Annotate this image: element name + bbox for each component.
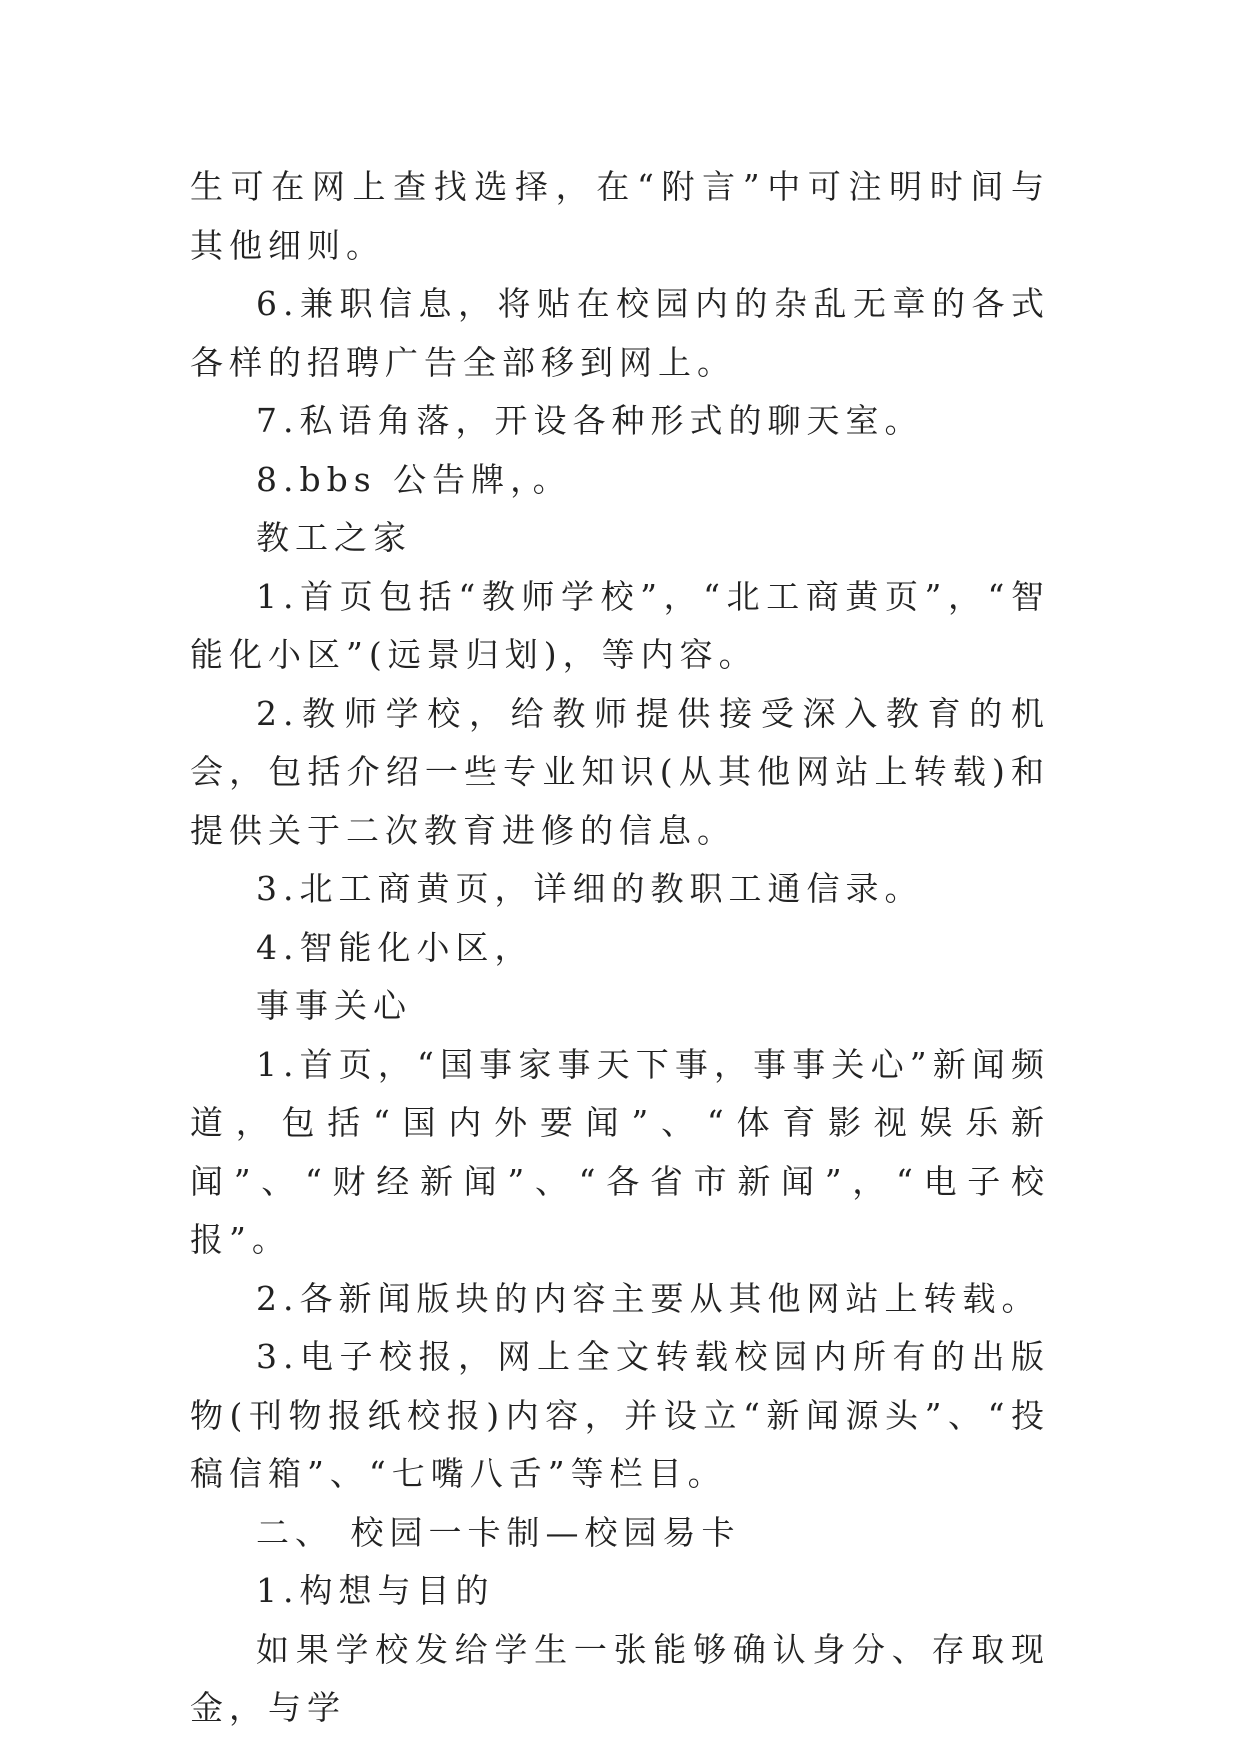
- subheading-concept-purpose: 1.构想与目的: [256, 1571, 495, 1610]
- paragraph-staff-2: 2.教师学校，给教师提供接受深入教育的机会，包括介绍一些专业知识(从其他网站上转载)和提供关于二次教育进修的信息。: [190, 693, 1050, 850]
- paragraph-news-1: 1.首页，“国事家事天下事，事事关心”新闻频道，包括“国内外要闻”、“体育影视娱乐新闻”、“财经新闻”、“各省市新闻”，“电子校报”。: [190, 1044, 1050, 1259]
- paragraph-item-7: 7.私语角落，开设各种形式的聊天室。: [256, 401, 924, 440]
- paragraph-staff-3: 3.北工商黄页，详细的教职工通信录。: [256, 869, 924, 908]
- paragraph-card-intro: 如果学校发给学生一张能够确认身分、存取现金，与学: [190, 1629, 1050, 1727]
- paragraph-item-6: 6.兼职信息，将贴在校园内的杂乱无章的各式各样的招聘广告全部移到网上。: [190, 284, 1050, 382]
- paragraph-news-3: 3.电子校报，网上全文转载校园内所有的出版物(刊物报纸校报)内容，并设立“新闻源头”、“投稿信箱”、“七嘴八舌”等栏目。: [190, 1337, 1050, 1493]
- section-heading-news: 事事关心: [256, 986, 412, 1025]
- section-heading-staff-home: 教工之家: [256, 518, 412, 557]
- section-heading-campus-card: 二、 校园一卡制—校园易卡: [256, 1512, 741, 1552]
- paragraph-item-8: 8.bbs 公告牌，。: [256, 459, 572, 499]
- paragraph-news-2: 2.各新闻版块的内容主要从其他网站上转载。: [256, 1278, 1041, 1318]
- paragraph-staff-1: 1.首页包括“教师学校”，“北工商黄页”，“智能化小区”(远景归划)，等内容。: [190, 576, 1050, 674]
- document-body: [190, 158, 1050, 1738]
- paragraph-staff-4: 4.智能化小区，: [256, 927, 534, 967]
- paragraph-continuation: 生可在网上查找选择，在“附言”中可注明时间与其他细则。: [190, 167, 1050, 265]
